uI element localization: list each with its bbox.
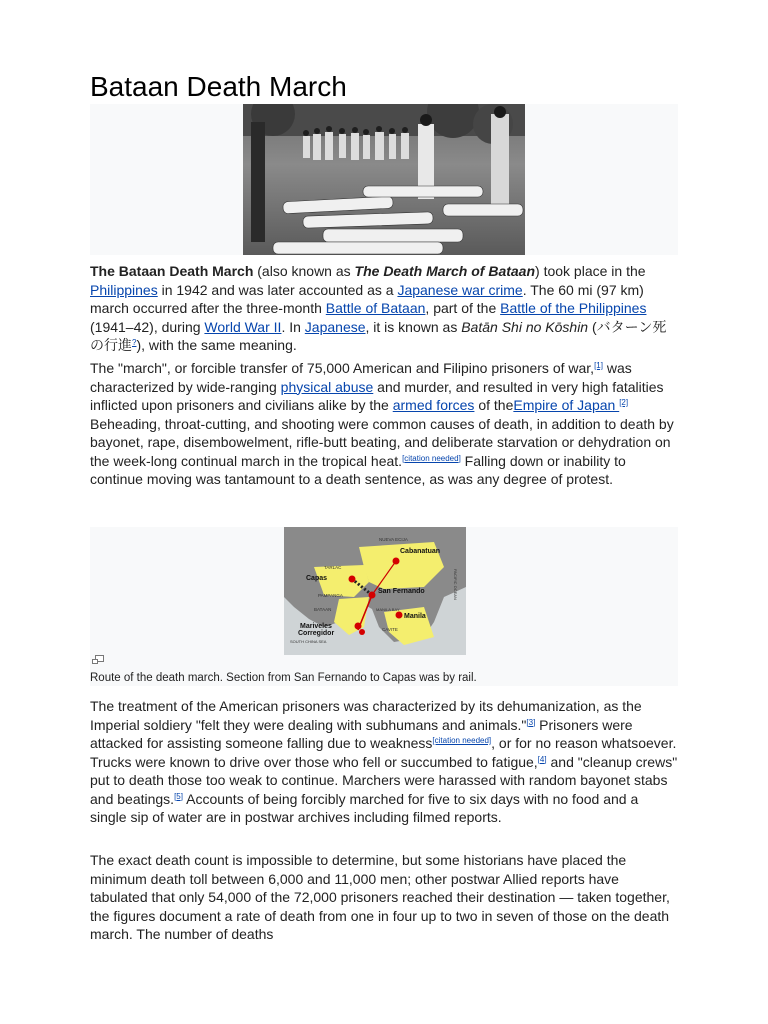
march-paragraph <box>90 359 678 489</box>
label-corregidor: Corregidor <box>298 630 335 637</box>
text: Beheading, throat-cutting, and shooting were common causes of death, in addition to death by bayonet, rape, disembowelment, rifle-butt beating, and deliberate starvation or dehydration on the week-long continual march in the tropical heat. <box>90 415 674 469</box>
text: was characterized by wide-ranging <box>90 360 632 395</box>
text: (1941–42), during <box>90 318 205 335</box>
text: The "march", or forcible transfer of 75,000 American and Filipino prisoners of war, <box>90 360 595 376</box>
link-empire-of-japan[interactable]: Empire of Japan <box>513 397 620 413</box>
historical-photo[interactable] <box>243 104 525 255</box>
lead-figure <box>90 104 678 255</box>
romanized-name: Batān Shi no Kōshin <box>461 318 589 335</box>
bold-article-name: The Bataan Death March <box>90 263 254 279</box>
label-cavite: CAVITE <box>382 627 398 632</box>
page-title: Bataan Death March <box>90 70 678 111</box>
text: and murder, and resulted in very high fatalities inflicted upon prisoners and civilians alike by the <box>90 378 664 413</box>
link-battle-of-bataan[interactable]: Battle of Bataan <box>325 300 426 316</box>
link-battle-of-the-philippines[interactable]: Battle of the Philippines <box>500 300 647 316</box>
death-count-paragraph: The exact death count is impossible to determine, but some historians have placed the minimum death toll between 6,000 and 11,000 men; other postwar Allied reports have tabulated that only 54,000 of the 72,000 prisoners reached their destination — taken together, the figures document a rate of death from one in four up to two in seven of those on the death march. The number of deaths <box>90 852 670 942</box>
map-figure <box>90 527 678 686</box>
text: , or for no reason whatsoever. Trucks were known to drive over those who fell or succumbed to fatigue, <box>90 735 677 770</box>
reference-link-2[interactable]: [2] <box>619 398 629 407</box>
label-tarlac: TARLAC <box>324 565 342 570</box>
label-pacific-ocean: PACIFIC OCEAN <box>453 569 458 600</box>
text: (バターン死の行進 <box>90 318 667 353</box>
text: , it is known as <box>365 318 462 335</box>
map-caption: Route of the death march. Section from San Fernando to Capas was by rail. <box>90 672 477 684</box>
text: ), with the same meaning. <box>136 337 297 353</box>
link-armed-forces[interactable]: armed forces <box>392 397 475 413</box>
label-capas: Capas <box>306 575 328 582</box>
label-manila-bay: MANILA BAY <box>376 607 400 612</box>
reference-link-1[interactable]: [1] <box>594 361 603 370</box>
text: . The 60 mi (97 km) march occurred after the three-month <box>90 281 644 316</box>
label-bataan: BATAAN <box>314 607 332 612</box>
label-nueva-ecija: NUEVA ECIJA <box>379 537 408 542</box>
text: . In <box>281 318 305 335</box>
text: The treatment of the American prisoners was characterized by its dehumanization, as the Imperial soldiery "felt they were dealing with subhumans and animals." <box>90 698 642 733</box>
label-manila: Manila <box>404 613 426 620</box>
label-mariveles: Mariveles <box>300 623 332 630</box>
label-south-china-sea: SOUTH CHINA SEA <box>290 639 327 644</box>
pronunciation-help-link[interactable]: ? <box>132 338 137 347</box>
label-pampanga: PAMPANGA <box>318 593 343 598</box>
reference-link-5[interactable]: [5] <box>174 791 183 801</box>
link-japanese[interactable]: Japanese <box>304 318 366 335</box>
reference-link-3[interactable]: [3] <box>526 717 536 727</box>
text: in 1942 and was later accounted as a <box>157 281 398 298</box>
text: Falling down or inability to continue moving was tantamount to a death sentence, as was any degree of protest. <box>90 452 626 487</box>
label-san-fernando: San Fernando <box>378 588 425 595</box>
text: of the <box>474 397 514 413</box>
link-world-war-ii[interactable]: World War II <box>204 318 282 335</box>
intro-paragraph <box>90 262 678 355</box>
text: Prisoners were attacked for assisting someone falling due to weakness <box>90 716 633 751</box>
citation-needed-link[interactable]: [citation needed] <box>402 453 461 463</box>
route-map[interactable] <box>284 527 466 655</box>
citation-needed-link[interactable]: [citation needed] <box>432 736 492 745</box>
text: Accounts of being forcibly marched for five to six days with no food and a single sip of water are in postwar archives including filmed reports. <box>90 790 639 825</box>
bold-italic-name: The Death March of Bataan <box>354 263 536 279</box>
photo-image <box>243 104 525 255</box>
text: (also known as <box>253 263 355 279</box>
text: and "cleanup crews" put to death those too weak to continue. Marchers were harassed with random bayonet stabs and beatings. <box>90 753 678 807</box>
text: ) took place in the <box>535 263 646 279</box>
reference-link-4[interactable]: [4] <box>537 754 547 764</box>
label-cabanatuan: Cabanatuan <box>400 548 441 555</box>
enlarge-icon[interactable] <box>92 655 104 665</box>
text: , part of the <box>425 300 501 316</box>
treatment-paragraph <box>90 697 678 827</box>
map-image <box>284 527 466 655</box>
link-philippines[interactable]: Philippines <box>90 281 158 298</box>
link-physical-abuse[interactable]: physical abuse <box>280 378 374 395</box>
link-japanese-war-crime[interactable]: Japanese war crime <box>397 281 523 298</box>
